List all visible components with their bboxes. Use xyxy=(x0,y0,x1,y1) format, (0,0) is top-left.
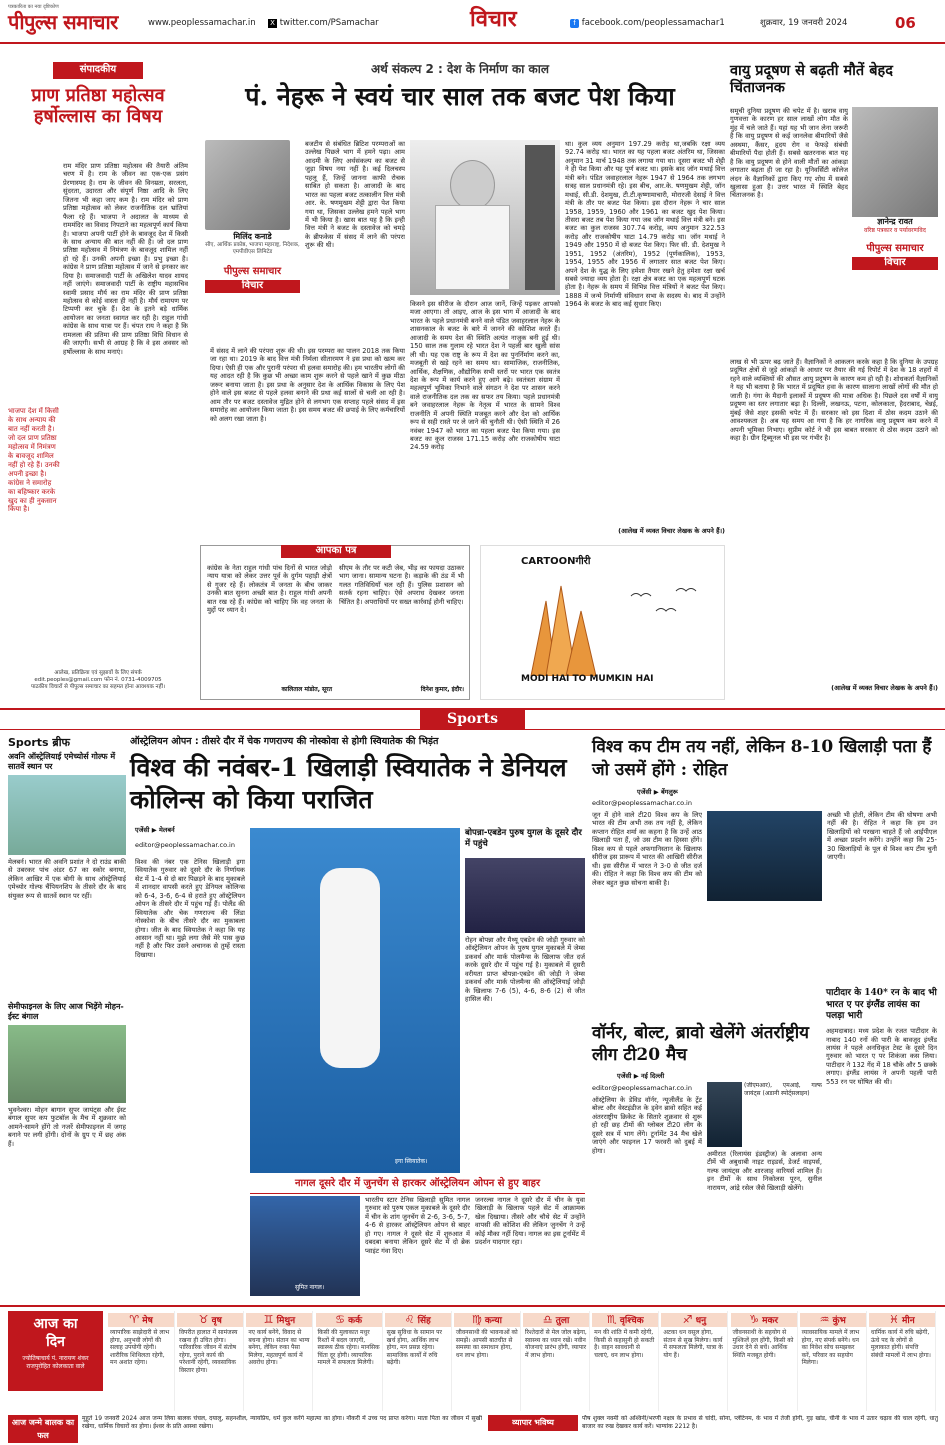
rashi-text: अटका धन वसूल होगा, संतान से सुख मिलेगा। कार्य में सफलता मिलेगी, यात्रा के योग हैं। xyxy=(663,1329,723,1359)
swiatek-photo xyxy=(250,828,460,1173)
rashi-column xyxy=(454,1311,521,1411)
author-name: मिलिंद कनाडे xyxy=(233,232,272,241)
rashi-text: विपरीत हालात में सामंजस्य रखना ही उचित होगा। पारिवारिक जीवन में संतोष रहेगा, पुराने कार्य की परेशानी रहेगी, व्यवसायिक विस्तार होगा। xyxy=(179,1329,238,1374)
rashi-name: कुंभ xyxy=(832,1316,846,1326)
editorial-column xyxy=(8,62,188,702)
nagal-body2: जनरल्स नागल ने दूसरे दौर में चीन के युवा खिलाड़ी के खिलाफ पहले सेट में आक्रामक खेल दिखाया। तीसरे और चौथे सेट में उन्होंने वापसी की कोशिश की लेकिन जुनचेंग ने उन्हें कोई मौका नहीं दिया। नागल का इस टूर्नामेंट में प्रदर्शन यादगार रहा। xyxy=(475,1196,585,1247)
rashi-name: कन्या xyxy=(484,1316,502,1326)
brief1-body: मेलबर्न। भारत की अवनि प्रशांत ने दो राउंड बाकी से उबरकर पांच अंडर 67 का स्कोर बनाया, लेकिन आखिर में एक बोगी के साथ ऑस्ट्रेलियाई एमेच्योर गोल्फ चैंपियनशिप के तीसरे दौर के बाद संयुक्त रूप से सातवें स्थान पर रहीं। xyxy=(8,857,126,900)
birth-text: मुहूर्त 19 जनवरी 2024 आज जन्म लिया बालक चंचल, दयालु, सहनशील, न्यायप्रिय, धर्म कुल करेंगे महात्मा का होगा। नौकरी में उच्च पद प्राप्त करेगा। माता पिता का जीवन में सुखी रखेगा, धार्मिक विचारों का होगा। ईश्वर के प्रति आस्था रखेगा। xyxy=(82,1415,482,1430)
rashi-column xyxy=(108,1311,175,1411)
nagal-photo xyxy=(250,1196,360,1296)
rashi-title xyxy=(869,1313,935,1327)
rashi-title xyxy=(316,1313,382,1327)
right-brand-section: विचार xyxy=(852,257,938,270)
warner-body: ऑस्ट्रेलिया के डेविड वॉर्नर, न्यूजीलैंड के ट्रेंट बोल्ट और वेस्टइंडीज के ड्वेन ब्रावो सहित कई अंतरराष्ट्रीय क्रिकेट के सितारे शुक्रवार से शुरू हो रही छह टीमों की ग्लोबल टी20 लीग के दूसरे सत्र में भाग लेंगे। टूर्नामेंट 34 मैच खेले जाएंगे और फाइनल 17 फरवरी को दुबई में होगा। xyxy=(592,1096,702,1155)
article-kicker: अर्थ संकल्प 2 : देश के निर्माण का काल xyxy=(371,62,549,76)
zodiac-icon: ♌ xyxy=(404,1313,415,1326)
zodiac-icon: ♏ xyxy=(606,1313,617,1326)
rashi-name: सिंह xyxy=(417,1316,431,1326)
rohit-article xyxy=(592,736,937,1016)
facebook-icon: f xyxy=(570,19,579,28)
article-title: पं. नेहरू ने स्वयं चार साल तक बजट पेश किया xyxy=(245,82,675,111)
warner-photo-caption: (जीएमआर), एमआई, गल्फ जायंट्स (अडानी स्पोर्ट्सलाइन) xyxy=(744,1082,822,1097)
zodiac-icon: ♍ xyxy=(471,1313,482,1326)
zodiac-icon: ♒ xyxy=(819,1313,830,1326)
cartoon-title: CARTOONगीरी xyxy=(521,556,591,567)
rashi-text: जीवनसाथी के सहयोग से मुश्किलें हल होंगी, किसी को उधार देने से बचें। आर्थिक स्थिति मजबूत होगी। xyxy=(732,1329,794,1359)
rashi-text: व्यापारिक साझेदारी से लाभ होगा, अनुभवी लोगों की सलाह उपयोगी रहेगी। शारीरिक शिथिलता रहेगी, मन अशांत रहेगा। xyxy=(110,1329,170,1366)
facebook-link[interactable]: f facebook.com/peoplessamachar1 xyxy=(570,18,725,29)
warner-byline: एजेंसी ▶ नई दिल्ली xyxy=(617,1072,665,1080)
rashi-title xyxy=(177,1313,243,1327)
swiatek-kicker: ऑस्ट्रेलियन ओपन : तीसरे दौर में चेक गणराज्य की नोस्कोवा से होगी स्वियातेक की भिड़ंत xyxy=(130,736,439,747)
article-footer: (आलेख में व्यक्त विचार लेखक के अपने हैं।) xyxy=(618,527,725,535)
letter-1: कांग्रेस के नेता राहुल गांधी पांच दिनों से भारत जोड़ो न्याय यात्रा को लेकर उत्तर पूर्व के दुर्गम पहाड़ी क्षेत्रों से गुजर रहे हैं। लोकतंत्र में जनता के बीच जाकर उनकी बात सुनना अच्छी बात है। राहुल गांधी अपनी बात रख रहे हैं। कांग्रेस को चाहिए कि वह जनता के मुद्दों पर ध्यान दे। xyxy=(207,564,332,615)
rashi-grid xyxy=(108,1311,938,1411)
brief1-photo xyxy=(8,775,126,855)
rohit-photo xyxy=(707,811,822,901)
rashi-name: मीन xyxy=(902,1316,915,1326)
article-col1b: में संसद में लाने की परंपरा शुरू की थी। इस परम्परा का पालन 2018 तक किया जा रहा था। 2019 के बाद वित्त मंत्री निर्मला सीतारमण ने इस प्रथा को खत्म कर दिया। ऐसी ही एक और पुरानी परंपरा थी हलवा समारोह की। हम भारतीय लोगों की यह आदत रही है कि कुछ भी अच्छा काम शुरू करने से पहले खाने में कुछ मीठा जरूर बनाया जाता है। इस प्रथा के अनुसार देश के आर्थिक विकास के लिए पेश होने वाले इस बजट से पहले हलवा बनाने की प्रथा कई सालों से चली आ रही है। आम तौर पर बजट दस्तावेज मुद्रित होने से लगभग एक सप्ताह पहले संसद में इस समारोह का आयोजन किया जाता है। इस समय बजट की छपाई के लिए कर्मचारियों को अलग रखा जाता है। xyxy=(210,347,405,423)
warner-title: वॉर्नर, बोल्ट, ब्रावो खेलेंगे अंतर्राष्ट्रीय लीग टी20 मैच xyxy=(592,1023,810,1066)
rashi-column xyxy=(523,1311,590,1411)
rashi-title xyxy=(385,1313,451,1327)
rashi-title xyxy=(454,1313,520,1327)
swiatek-title: विश्व की नवंबर-1 खिलाड़ी स्वियातेक ने डेनियल कोलिन्स को किया पराजित xyxy=(130,752,567,815)
rashi-name: कर्क xyxy=(348,1316,362,1326)
rashi-column xyxy=(592,1311,659,1411)
rashi-text: नए कार्य बनेंगे, विवाद से बचना होगा। संतान का भाग्य बनेगा, लेकिन रुका पैसा मिलेगा, महत्वपूर्ण कार्य में अवरोध होगा। xyxy=(248,1329,310,1366)
nagal-caption: सुमित नागल। xyxy=(295,1284,325,1291)
patidar-title: पाटीदार के 140* रन के बाद भी भारत ए पर इंग्लैंड लायंस का पलड़ा भारी xyxy=(826,988,937,1022)
issue-date: शुक्रवार, 19 जनवरी 2024 xyxy=(760,18,848,28)
rashifal-section xyxy=(0,1305,945,1445)
author-role: सीए, आर्थिक प्रकोष्ठ, भाजपा महाराष्ट्र, निदेशक, एमपीवीएस लिमिटेड xyxy=(205,242,300,255)
swiatek-article xyxy=(130,736,585,1301)
rashi-title xyxy=(592,1313,658,1327)
rashi-column xyxy=(661,1311,728,1411)
article-col2: किसने इस सीरीज के दौरान आज जानें, जिन्हें पढ़कर आपको मजा आएगा। तो आइए, आज के इस भाग में आजादी के बाद भारत के पहले प्रधानमंत्री बनने वाले पंडित जवाहरलाल नेहरू के शासनकाल के बजट के बारे में जानने की कोशिश करते हैं। आजादी के समय देश की स्थिति अत्यंत नाजुक बनी हुई थी। 150 साल तक गुलाम रहे भारत देश ने पहली बार खुली सांस ली थी। यह एक राष्ट्र के रूप में देश का पुनर्निर्माण करने का, मजबूती से खड़े रहने का समय था। सामाजिक, राजनीतिक, आर्थिक, शैक्षणिक, औद्योगिक सभी स्तरों पर भारत एक स्वतंत्र देश के रूप में कार्य करने हुए आगे बढ़े। स्वतंत्रता संग्राम में महत्वपूर्ण भूमिका निभाने वाले संगठन ने देश पर शासन करने वाले राजनीतिक दल तक का सफर तय किया। पहले प्रधानमंत्री बने जवाहरलाल नेहरू के नेतृत्व में भारत के सामने विश्व राजनीति में अपनी स्थिति मजबूत करने और देश को आर्थिक रूप से सही रास्ते पर ले जाने की चुनौती थी। ऐसी स्थिति में 26 नवंबर 1947 को भारत का पहला बजट पेश किया गया। इस बजट का कुल राजस्व 171.15 करोड़ और राजकोषीय घाटा 24.59 करोड़ xyxy=(410,300,560,452)
rashi-text: मन की शांति में कमी रहेगी, किसी से कहासुनी हो सकती है। वाहन सावधानी से चलाएं, धन लाभ होगा। xyxy=(594,1329,655,1359)
website-link[interactable]: www.peoplessamachar.in xyxy=(148,18,256,28)
letter-2: सीएम के तौर पर कटी जेब, भीड़ का फायदा उठाकर भाग जाना। सामान्य घटना है। कड़ाके की ठंड में भी गलत गतिविधियाँ चल रही हैं। पुलिस प्रशासन को सतर्क रहना चाहिए। ऐसे अपराध देखकर जनता चिंतित है। अपराधियों पर सख्त कार्रवाई होनी चाहिए। xyxy=(339,564,464,606)
rashi-text: व्यावसायिक मामले में लाभ होगा, नए संपर्क बनेंगे। धन का निवेश सोच समझकर करें, परिवार का सहयोग मिलेगा। xyxy=(801,1329,860,1366)
bopanna-body: रोहन बोपन्ना और मैथ्यू एबडेन की जोड़ी गुरुवार को ऑस्ट्रेलियन ओपन के पुरुष युगल मुकाबले में जेम्स डकवर्थ और मार्क पोलमैन्स के खिलाफ जीत दर्ज करके दूसरे दौर में पहुंच गई है। मुकाबले में दूसरी वरीयता प्राप्त बोपन्ना-एबडेन की जोड़ी ने जेम्स डकवर्थ और मार्क पोलमैन्स की ऑस्ट्रेलियाई जोड़ी के खिलाफ 7-6 (5), 4-6, 8-6 (2) से जीत हासिल की। xyxy=(465,936,585,1004)
editorial-title: प्राण प्रतिष्ठा महोत्सव हर्षोल्लास का विषय xyxy=(31,84,165,128)
zodiac-icon: ♊ xyxy=(263,1313,274,1326)
rashi-column xyxy=(246,1311,313,1411)
rashi-text: जीवनसाथी की भावनाओं को समझें। आपसी बातचीत से समस्या का समाधान होगा, धन लाभ होगा। xyxy=(455,1329,518,1359)
editorial-body: राम मंदिर प्राण प्रतिष्ठा महोत्सव की तैयारी अंतिम चरण में है। राम के जीवन का एक-एक प्रसंग प्रेरणास्पद है। राम के जीवन की विनम्रता, सरलता, सुंदरता, उदारता और संपूर्ण निष्ठा आदि के लिए जितना भी कहा जाए कम है। राम मंदिर को प्राण प्रतिष्ठा महोत्सव को लेकर राजनीतिक दल भ्रांतियां फैला रहे हैं। भाजपा ने अदालत के माध्यम से राममंदिर का विवाद निपटाने का महत्वपूर्ण कार्य किया है। भाजपा अपनी पार्टी होने के बावजूद देश में किसी के साथ अन्याय की बात नहीं की है। जो दल प्राण प्रतिष्ठा महोत्सव में निमंत्रण के बावजूद शामिल नहीं हो रहे हैं। उनकी अपनी इच्छा है। प्रभु इच्छा है। कांग्रेस ने प्राण प्रतिष्ठा महोत्सव में जाने से इनकार कर दिया है। समाजवादी पार्टी के अखिलेश यादव शायद नहीं जाएंगे। समाजवादी पार्टी के राष्ट्रीय महासचिव स्वामी प्रसाद मौर्य का राम मंदिर की प्राण प्रतिष्ठा महोत्सव से कोई वास्ता ही नहीं है। मौर्य रामायण पर टिप्पणी कर चुके हैं। देश के इतने बड़े धार्मिक आयोजन का जनता स्वागत कर रही है। राहुल गांधी कांग्रेस के साथ यात्रा पर हैं। चंपत राय ने कहा है कि रामलला की प्रतिमा की प्राण प्रतिष्ठा विधि विधान से की जाएगी। सभी से आग्रह है कि वे इस अवसर को हर्षोल्लास के साथ मनाएं। xyxy=(63,162,188,356)
warner-email: editor@peoplessamachar.co.in xyxy=(592,1084,692,1092)
right-article xyxy=(730,62,938,702)
zodiac-icon: ♐ xyxy=(682,1313,693,1326)
rashi-column xyxy=(385,1311,452,1411)
warner-photo xyxy=(707,1082,742,1147)
swiatek-caption: इगा स्वियातेक। xyxy=(395,1158,428,1165)
rohit-email: editor@peoplessamachar.co.in xyxy=(592,799,692,807)
cartoon-drawing xyxy=(491,566,716,676)
letters-box xyxy=(200,545,470,700)
patidar-body: अहमदाबाद। मध्य प्रदेश के रजत पाटीदार के नाबाद 140 रनों की पारी के बावजूद इंग्लैंड लायंस ने पहले अनधिकृत टेस्ट के दूसरे दिन गुरुवार को भारत ए पर शिकंजा कस लिया। पाटीदार ने 132 गेंद में 18 चौके और 5 छक्के लगाए। इंग्लैंड लायंस ने अपनी पहली पारी 553 रन पर घोषित की थी। xyxy=(826,1027,937,1086)
sports-bar xyxy=(0,708,945,730)
rashi-text: रिश्तेदारों से मेल जोल बढ़ेगा, स्वास्थ्य का ध्यान रखें। नवीन योजनाएं प्रारंभ होंगी, व्यापार में लाभ होगा। xyxy=(525,1329,587,1359)
warner-body2: अमीरात (रिलायंस इंडस्ट्रीज) के अलावा अन्य टीमें भी अबुधाबी नाइट राइडर्स, डेजर्ट वाइपर्स, गल्फ जायंट्स और शारजाह वारियर्स शामिल हैं। इन टीमों के साथ निकोलस पूरन, सुनील नारायण, आंद्रे रसेल जैसे खिलाड़ी खेलेंगे। xyxy=(707,1150,822,1192)
zodiac-icon: ♋ xyxy=(335,1313,346,1326)
article-col3: था। कुल व्यय अनुमान 197.29 करोड़ था,जबकि रक्षा व्यय 92.74 करोड़ था। भारत का यह पहला बजट अंतरिम था, जिसका अनुमान 31 मार्च 1948 तक लगाया गया था। दूसरा बजट भी शेट्टी ने ही पेश किया और यह पूर्ण बजट था। इसके बाद जॉन मथाई वित्त मंत्री बने। पंडित जवाहरलाल नेहरू 1947 से 1964 तक लगभग सत्रह साल प्रधानमंत्री रहे। इस बीच, आर.के. षणमुखम शेट्टी, जॉन मथाई, सी.डी. देशमुख, टी.टी.कृष्णामाचारी, मोरारजी देसाई ने वित्त मंत्री के तौर पर बजट पेश किया। इस दौरान नेहरू ने चार साल 1958, 1959, 1960 और 1961 का बजट खुद पेश किया। तीसरा बजट तब पेश किया गया जब जॉन मथाई वित्त मंत्री बने। इस बजट का कुल राजस्व 307.74 करोड़, व्यय अनुमान 322.53 करोड़ और राजकोषीय घाटा 14.79 करोड़ था। जॉन मथाई ने 1949 और 1950 में दो बजट पेश किए। फिर सी. डी. देशमुख ने 1951, 1952 (अंतरिम), 1952 (पूर्णकालिक), 1953, 1954, 1955 और 1956 में लगातार सात बजट पेश किए। अपने देश के युद्ध के लिए हमेशा तैयार रखने हेतु हमेशा रक्षा खर्च सबसे ज्यादा व्यय होता है। रक्षा क्षेत्र बजट का एक महत्वपूर्ण घटक होता है। नेहरू के समय में विभिन्न वित्त मंत्रियों ने बजट पेश किए। 1888 में जन्मे निर्माणी संविधान सभा के सदस्य थे। बाद में उन्होंने 1964 के बजट के बाद कई सुधार किए। xyxy=(565,140,725,309)
rashi-name: मकर xyxy=(762,1316,779,1326)
sports-brief xyxy=(8,736,126,1301)
rohit-body: जून में होने वाले टी20 विश्व कप के लिए भारत की टीम अभी तक तय नहीं है, लेकिन कप्तान रोहित शर्मा का कहना है कि उन्हें आठ खिलाड़ी पता हैं, जो उस टीम का हिस्सा होंगे। विश्व कप से पहले अफगानिस्तान के खिलाफ सीरीज इस प्रारूप में भारत की आखिरी सीरीज थी। इस सीरीज में भारत ने 3-0 से जीत दर्ज की। रोहित ने कहा कि विश्व कप की टीम को लेकर बहुत कुछ सोचना बाकी है। xyxy=(592,811,702,887)
right-author-name: ज्ञानेन्द्र रावत xyxy=(877,217,913,226)
nehru-photo xyxy=(410,140,560,295)
zodiac-icon: ♎ xyxy=(542,1313,553,1326)
cartoon-box xyxy=(480,545,725,700)
rashi-title xyxy=(246,1313,312,1327)
right-author-photo xyxy=(852,107,938,217)
swiatek-email: editor@peoplessamachar.co.in xyxy=(135,841,235,849)
rashi-text: किसी की मुलाकात मधुर रिश्तों में बदल जाएगी, स्वास्थ्य ठीक रहेगा। मानसिक चिंता दूर होगी। व्यापारिक मामले में सफलता मिलेगी। xyxy=(317,1329,380,1366)
rashi-column xyxy=(316,1311,383,1411)
letter-2-sign: दिनेश कुमार, इंदौर। xyxy=(420,686,464,693)
brief2-body: भुवनेश्वर। मोहन बागान सुपर जायंट्स और ईस्ट बंगाल सुपर कप फुटबॉल के मैच में शुक्रवार को आमने-सामने होंगे तो नजरें सेमीफाइनल में जगह बनाने पर लगी होंगी। दोनों के ग्रुप ए में छह अंक हैं। xyxy=(8,1105,126,1148)
swiatek-body: विश्व की नंबर एक टेनिस खिलाड़ी इगा स्वियातेक गुरुवार को दूसरे दौर के निर्णायक सेट में 1-4 से दो बार पिछड़ने के बाद मुकाबले में शानदार वापसी करते हुए डेनियल कोलिन्स को 6-4, 3-6, 6-4 से हराते हुए ऑस्ट्रेलियन ओपन के तीसरे दौर में पहुंच गई हैं। पोलैंड की स्वियातेक और चेक गणराज्य की लिंडा नोस्कोवा के बीच तीसरे दौर का मुकाबला होगा। जीत के बाद स्वियातेक ने कहा कि यह आसान नहीं था। मुझे लगा जैसे मेरे पास कुछ नहीं है और फिर उसने अचानक से तुम्हें रास्ता दिखाया। xyxy=(135,858,245,959)
brand-logo: पीपुल्स समाचार xyxy=(223,265,282,277)
right-article-top: समूची दुनिया प्रदूषण की चपेट में है। खराब वायु गुणवत्ता के कारण हर साल लाखों लोग मौत के मुंह में चले जाते हैं। यहां यह भी जान लेना जरूरी है कि वायु प्रदूषण से कई जानलेवा बीमारियों जैसे अस्थमा, कैंसर, हृदय रोग व फेफड़े संबंधी बीमारियों पैदा होती हैं। सबसे खतरनाक बात यह है कि वायु प्रदूषण से होने वाली मौतों का आंकड़ा लगातार बढ़ता ही जा रहा है। यूनिवर्सिटी कॉलेज लंदन के वैज्ञानिकों द्वारा किए गए शोध में सबसे खुलासा हुआ है। उत्तर भारत में स्थिति बेहद चिंताजनक है। xyxy=(730,107,848,200)
brand-section: विचार xyxy=(205,280,300,293)
author-block xyxy=(205,140,300,293)
warner-article xyxy=(592,1022,822,1302)
rashi-name: वृष xyxy=(211,1316,222,1326)
sports-section-title: Sports xyxy=(420,708,525,730)
bopanna-photo xyxy=(465,858,585,933)
rashi-name: वृश्चिक xyxy=(619,1316,644,1326)
rashi-column xyxy=(800,1311,867,1411)
zodiac-icon: ♓ xyxy=(889,1313,899,1326)
rashi-title xyxy=(800,1313,866,1327)
astrologer-name: ज्योतिषाचार्य पं. नारायण शंकर राजपुरोहित कोलकाता वाले xyxy=(22,1355,89,1370)
editorial-label: संपादकीय xyxy=(53,62,143,79)
birth-label: आज जन्मे बालक का फल xyxy=(8,1415,78,1443)
editorial-footer: आलेख, प्रतिक्रिया एवं सुझावों के लिए संपर्क edit.peoples@gmail.com फोन नं. 0731-4009705 पाठकीय विचारों से पीपुल्स समाचार का सहमत होना आवश्यक नहीं। xyxy=(30,670,166,690)
bopanna-title: बोपन्ना-एबडेन पुरुष युगल के दूसरे दौर में पहुंचे xyxy=(465,828,582,849)
right-article-title: वायु प्रदूषण से बढ़ती मौतें बेहद चिंताजनक xyxy=(730,62,893,97)
zodiac-icon: ♑ xyxy=(749,1313,759,1326)
rohit-title: विश्व कप टीम तय नहीं, लेकिन 8-10 खिलाड़ी पता हैं जो उसमें होंगे : रोहित xyxy=(592,737,932,780)
rashifal-label: आज का दिन ज्योतिषाचार्य पं. नारायण शंकर राजपुरोहित कोलकाता वाले xyxy=(8,1311,103,1391)
rashi-name: तुला xyxy=(555,1316,570,1326)
rashi-column xyxy=(177,1311,244,1411)
right-article-bottom: लाख से भी ऊपर बढ़ जाते हैं। वैज्ञानिकों ने आकलन करके कहा है कि दुनिया के उपग्रह प्रदूषित क्षेत्रों से जुड़े आंकड़ों के आधार पर तैयार की गई रिपोर्ट में देश के 18 शहरों में रहने वाले व्यक्तियों की औसत आयु प्रदूषण के कारण कम हो रही है। शोधकर्ता वैज्ञानिकों ने यह भी बताया है कि भारत में प्रदूषित हवा के कारण सालाना लाखों लोगों की मौत हो जाती है। गंगा के मैदानी इलाकों में प्रदूषण की मात्रा अधिक है। पिछले दस वर्षों में वायु प्रदूषण का स्तर लगातार बढ़ा है। दिल्ली, लखनऊ, पटना, कोलकाता, हैदराबाद, चेन्नई, मुंबई जैसे शहर इसकी चपेट में हैं। सरकार को इस दिशा में ठोस कदम उठाने की आवश्यकता है। अब यह समय आ गया है कि हर नागरिक वायु प्रदूषण कम करने में अपनी भूमिका निभाए। सुप्रीम कोर्ट ने भी इस बाबत सरकार से ठोस कदम उठाने को कहा है। ग्रीन ट्रिब्यूनल भी इस पर गंभीर है। xyxy=(730,358,938,442)
rashi-name: मिथुन xyxy=(276,1316,296,1326)
market-label: व्यापार भविष्य xyxy=(488,1415,578,1431)
section-title: विचार xyxy=(470,6,517,32)
rashi-text: धार्मिक कार्य में रुचि बढ़ेगी, ऊंचे पद के लोगों से मुलाकात होगी। संपत्ति संबंधी मामलों में लाभ होगा। xyxy=(870,1329,931,1359)
brief2-photo xyxy=(8,1025,126,1103)
rashi-column xyxy=(869,1311,936,1411)
rashi-title xyxy=(731,1313,797,1327)
rashi-text: सुख सुविधा के सामान पर खर्च होगा, आर्थिक लाभ होगा, मन प्रसन्न रहेगा। सामाजिक कार्यों में रुचि बढ़ेगी। xyxy=(386,1329,442,1366)
zodiac-icon: ♈ xyxy=(129,1313,140,1326)
patidar-article xyxy=(826,988,937,1303)
rashi-title xyxy=(108,1313,174,1327)
market-text: पौष शुक्ल नवमी को अश्विनी/भरणी नक्षत्र के प्रभाव से चांदी, सोना, प्लेटिनम, के भाव में तेजी होगी, गुड़ खांड, चीनी के भाव में उतार चढ़ाव की चाल रहेगी, धातु बाजार का रुख देखकर कार्य करें। भाग्यांक 2212 है। xyxy=(582,1415,938,1430)
swiatek-byline: एजेंसी ▶ मेलबर्न xyxy=(135,826,175,834)
main-article xyxy=(195,62,725,542)
right-brand-logo: पीपुल्स समाचार xyxy=(866,242,924,254)
article-col1: बजटीय से संबंधित ब्रिटिश परम्पराओं का उल्लेख पिछले भाग में हमने पढ़ा। आम आदमी के लिए अर्थसंकल्प का बजट से जुड़ा विषय नया नहीं है। कई दिलचस्प पहलू हैं, जिन्हें जानना काफी रोचक साबित हो सकता है। आजादी के बाद भारत का पहला बजट तत्कालीन वित्त मंत्री आर. के. षणमुखम शेट्टी द्वारा पेश किया गया था, जिसका उल्लेख हमने पहले भाग में भी किया है। खास बात यह है कि इन्ही वित्त मंत्री ने बजट के दस्तावेज को चमड़े के ब्रीफकेस में संसद में लाने की परंपरा शुरू की थी। xyxy=(305,140,405,250)
rashi-column xyxy=(731,1311,798,1411)
rashi-title xyxy=(661,1313,727,1327)
masthead xyxy=(0,0,945,44)
rashi-name: धनु xyxy=(695,1316,707,1326)
nagal-title: नागल दूसरे दौर में जुनचेंग से हारकर ऑस्ट्रेलियन ओपन से हुए बाहर xyxy=(250,1176,585,1194)
rashi-name: मेष xyxy=(142,1316,153,1326)
right-author-role: वरिष्ठ पत्रकार व पर्यावरणविद xyxy=(864,227,926,234)
brief1-title: अवनि ऑस्ट्रेलियाई एमेच्योर्स गोल्फ में सातवें स्थान पर xyxy=(8,751,116,771)
nagal-body: भारतीय स्टार टेनिस खिलाड़ी सुमित नागल गुरुवार को पुरुष एकल मुकाबले के दूसरे दौर में चीन के शांग जुनचेंग से 2-6, 3-6, 5-7, 4-6 से हारकर ऑस्ट्रेलियन ओपन से बाहर हो गए। नागल ने दूसरे सेट में शुरुआत में दबदबा बनाया लेकिन दूसरे सेट में दो ब्रेक प्वाइंट गंवा दिए। xyxy=(365,1196,470,1255)
zodiac-icon: ♉ xyxy=(198,1313,209,1326)
editorial-pullquote: भाजपा देश में किसी के साथ अन्याय की बात नहीं करती है। जो दल प्राण प्रतिष्ठा महोत्सव में निमंत्रण के बावजूद शामिल नहीं हो रहे हैं। उनकी अपनी इच्छा है। कांग्रेस ने समारोह का बहिष्कार करके खुद का ही नुकसान किया है। xyxy=(8,407,60,514)
logo: पत्रकारिता का नया दृष्टिकोण पीपुल्स समाचार xyxy=(8,4,118,35)
cartoon-caption: MODI HAI TO MUMKIN HAI xyxy=(521,674,654,684)
right-article-footer: (आलेख में व्यक्त विचार लेखक के अपने हैं।) xyxy=(831,684,938,692)
twitter-icon: X xyxy=(268,19,277,28)
page-number: 06 xyxy=(895,14,916,32)
letter-1-sign: कालिताल मांडोत, सूरत xyxy=(281,686,332,693)
rohit-body2: अच्छी भी होती, लेकिन टीम की घोषणा अभी नहीं की है। रोहित ने कहा कि हम उन खिलाड़ियों को परखना चाहते हैं जो आईपीएल में अच्छा प्रदर्शन करेंगे। उन्होंने कहा कि 25-30 खिलाड़ियों के पूल से विश्व कप टीम चुनी जाएगी। xyxy=(827,811,937,862)
rohit-byline: एजेंसी ▶ बेंगलुरू xyxy=(637,788,678,796)
brief2-title: सेमीफाइनल के लिए आज भिड़ेंगे मोहन-ईस्ट बंगाल xyxy=(8,1001,124,1021)
sports-brief-label: Sports ब्रीफ xyxy=(8,736,71,749)
rashi-title xyxy=(523,1313,589,1327)
right-author-block xyxy=(852,107,938,270)
twitter-link[interactable]: X twitter.com/PSamachar xyxy=(268,18,379,29)
author-photo xyxy=(205,140,290,230)
letters-title: आपका पत्र xyxy=(281,545,391,558)
